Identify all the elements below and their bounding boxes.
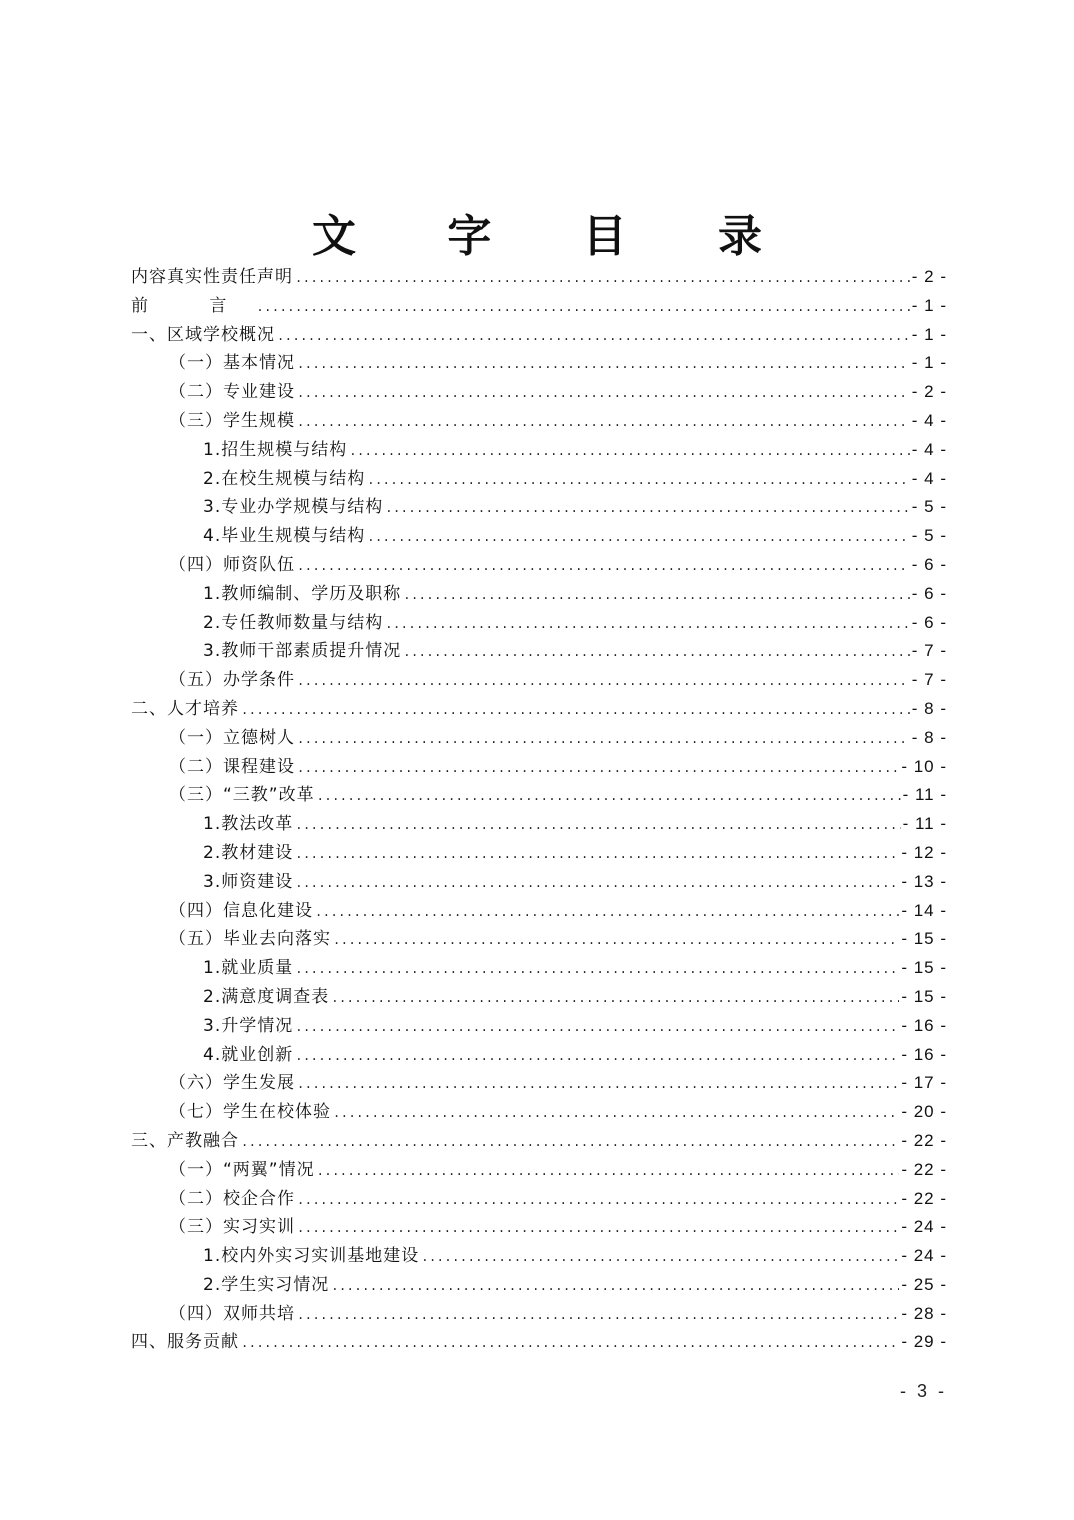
toc-entry-label: （七）学生在校体验 bbox=[169, 1102, 331, 1123]
toc-leader-dots bbox=[403, 581, 910, 610]
toc-entry-label: 三、产教融合 bbox=[131, 1130, 239, 1151]
toc-entry-page: - 15 - bbox=[901, 929, 947, 949]
toc-entry[interactable] bbox=[131, 983, 947, 1012]
toc-entry-label: （六）学生发展 bbox=[169, 1073, 295, 1094]
toc-leader-dots bbox=[297, 379, 910, 408]
toc-leader-dots bbox=[317, 1157, 900, 1186]
toc-leader-dots bbox=[385, 494, 910, 523]
toc-entry-page: - 6 - bbox=[911, 612, 947, 632]
toc-entry-label: （三）实习实训 bbox=[169, 1217, 295, 1238]
toc-entry[interactable] bbox=[131, 378, 947, 407]
toc-leader-dots bbox=[317, 782, 901, 811]
toc-entry[interactable] bbox=[131, 407, 947, 436]
toc-entry[interactable] bbox=[131, 781, 947, 810]
toc-entry[interactable] bbox=[131, 1012, 947, 1041]
toc-leader-dots bbox=[367, 523, 910, 552]
toc-entry[interactable] bbox=[131, 954, 947, 983]
toc-entry-page: - 10 - bbox=[901, 756, 947, 776]
toc-leader-dots bbox=[297, 754, 899, 783]
toc-entry-page: - 20 - bbox=[901, 1102, 947, 1122]
toc-entry-label: 4.毕业生规模与结构 bbox=[203, 526, 366, 547]
toc-entry-label: 1.招生规模与结构 bbox=[203, 439, 348, 460]
toc-entry[interactable] bbox=[131, 349, 947, 378]
toc-entry-page: - 25 - bbox=[901, 1274, 947, 1294]
toc-entry-label: （二）校企合作 bbox=[169, 1188, 295, 1209]
toc-entry[interactable] bbox=[131, 1127, 947, 1156]
toc-entry-page: - 2 - bbox=[911, 267, 947, 286]
toc-leader-dots bbox=[333, 1099, 899, 1128]
toc-entry-page: - 22 - bbox=[901, 1188, 947, 1208]
toc-leader-dots bbox=[297, 1301, 899, 1330]
toc-entry-page: - 28 - bbox=[901, 1303, 947, 1323]
toc-entry-label: 3.专业办学规模与结构 bbox=[203, 497, 384, 518]
toc-leader-dots bbox=[241, 696, 910, 725]
toc-entry[interactable] bbox=[131, 637, 947, 666]
toc-entry[interactable] bbox=[131, 810, 947, 839]
toc-entry[interactable] bbox=[131, 436, 947, 465]
table-of-contents bbox=[131, 263, 947, 1357]
toc-entry[interactable] bbox=[131, 551, 947, 580]
page-title: 文 字 目 录 bbox=[312, 211, 800, 263]
toc-entry-label: （四）师资队伍 bbox=[169, 554, 295, 575]
toc-entry-page: - 17 - bbox=[901, 1073, 947, 1093]
toc-entry-page: - 24 - bbox=[901, 1246, 947, 1266]
toc-leader-dots bbox=[403, 638, 910, 667]
toc-leader-dots bbox=[297, 350, 910, 379]
toc-entry[interactable] bbox=[131, 695, 947, 724]
toc-entry-label: 4.就业创新 bbox=[203, 1044, 294, 1065]
toc-entry-label: （一）立德树人 bbox=[169, 727, 295, 748]
toc-leader-dots bbox=[333, 926, 899, 955]
toc-entry-label: 1.教师编制、学历及职称 bbox=[203, 583, 402, 604]
toc-entry-label: （二）课程建设 bbox=[169, 756, 295, 777]
toc-entry[interactable] bbox=[131, 666, 947, 695]
toc-entry-page: - 29 - bbox=[901, 1332, 947, 1352]
toc-entry-page: - 1 - bbox=[911, 324, 947, 344]
toc-entry-label: 2.在校生规模与结构 bbox=[203, 468, 366, 489]
toc-entry-page: - 4 - bbox=[911, 468, 947, 488]
toc-entry-page: - 22 - bbox=[901, 1130, 947, 1150]
toc-entry-page: - 5 - bbox=[911, 497, 947, 517]
toc-entry-label: 1.教法改革 bbox=[203, 814, 294, 835]
toc-entry[interactable] bbox=[131, 868, 947, 897]
toc-entry[interactable] bbox=[131, 1041, 947, 1070]
toc-entry-page: - 7 - bbox=[911, 641, 947, 661]
toc-entry[interactable] bbox=[131, 925, 947, 954]
toc-leader-dots bbox=[421, 1243, 899, 1272]
toc-entry-label: 前 言 bbox=[131, 295, 255, 316]
toc-entry-label: 1.就业质量 bbox=[203, 958, 294, 979]
toc-entry-label: 四、服务贡献 bbox=[131, 1332, 239, 1353]
toc-entry-page: - 4 - bbox=[911, 410, 947, 430]
toc-entry-page: - 5 - bbox=[911, 526, 947, 546]
toc-entry[interactable] bbox=[131, 1213, 947, 1242]
toc-entry-label: （三）学生规模 bbox=[169, 410, 295, 431]
toc-entry-page: - 8 - bbox=[911, 698, 947, 718]
toc-entry[interactable] bbox=[131, 292, 947, 321]
toc-entry-label: （五）办学条件 bbox=[169, 670, 295, 691]
toc-entry-page: - 7 - bbox=[911, 670, 947, 690]
toc-entry-page: - 15 - bbox=[901, 958, 947, 978]
toc-entry[interactable] bbox=[131, 1271, 947, 1300]
toc-entry-page: - 8 - bbox=[911, 727, 947, 747]
toc-entry-label: （一）基本情况 bbox=[169, 353, 295, 374]
toc-entry[interactable] bbox=[131, 580, 947, 609]
toc-entry-page: - 2 - bbox=[911, 382, 947, 402]
toc-leader-dots bbox=[295, 955, 899, 984]
toc-leader-dots bbox=[277, 322, 910, 351]
toc-entry[interactable] bbox=[131, 609, 947, 638]
toc-entry-page: - 1 - bbox=[911, 353, 947, 373]
toc-entry-page: - 4 - bbox=[911, 439, 947, 459]
toc-entry-page: - 11 - bbox=[902, 814, 947, 834]
toc-leader-dots bbox=[297, 1186, 899, 1215]
toc-leader-dots bbox=[241, 1128, 899, 1157]
toc-leader-dots bbox=[297, 725, 910, 754]
toc-entry[interactable] bbox=[131, 1098, 947, 1127]
toc-entry-page: - 11 - bbox=[902, 785, 947, 805]
toc-entry-label: （一）“两翼”情况 bbox=[169, 1159, 315, 1180]
toc-leader-dots bbox=[331, 984, 899, 1013]
toc-entry-page: - 15 - bbox=[901, 986, 947, 1006]
page-number: - 3 - bbox=[899, 1381, 947, 1401]
toc-leader-dots bbox=[241, 1329, 899, 1358]
toc-leader-dots bbox=[295, 1042, 899, 1071]
toc-entry-label: 2.教材建设 bbox=[203, 842, 294, 863]
toc-entry-page: - 14 - bbox=[901, 900, 947, 920]
toc-entry[interactable] bbox=[131, 1069, 947, 1098]
toc-leader-dots bbox=[295, 869, 899, 898]
toc-entry[interactable] bbox=[131, 839, 947, 868]
toc-leader-dots bbox=[295, 811, 900, 840]
toc-entry[interactable] bbox=[131, 1185, 947, 1214]
toc-entry[interactable] bbox=[131, 465, 947, 494]
toc-leader-dots bbox=[297, 1214, 899, 1243]
toc-leader-dots bbox=[331, 1272, 899, 1301]
toc-leader-dots bbox=[315, 898, 899, 927]
toc-entry-page: - 12 - bbox=[901, 842, 947, 862]
toc-entry-label: 2.学生实习情况 bbox=[203, 1274, 330, 1295]
toc-leader-dots bbox=[256, 293, 909, 322]
toc-leader-dots bbox=[297, 1070, 899, 1099]
toc-leader-dots bbox=[295, 840, 899, 869]
toc-entry[interactable] bbox=[131, 522, 947, 551]
toc-leader-dots bbox=[297, 552, 910, 581]
toc-leader-dots bbox=[295, 264, 910, 293]
toc-entry-label: 2.专任教师数量与结构 bbox=[203, 612, 384, 633]
toc-entry-label: （四）双师共培 bbox=[169, 1303, 295, 1324]
toc-entry-label: 内容真实性责任声明 bbox=[131, 267, 293, 287]
toc-entry-page: - 6 - bbox=[911, 554, 947, 574]
toc-entry-label: （四）信息化建设 bbox=[169, 900, 313, 921]
toc-entry[interactable] bbox=[131, 493, 947, 522]
toc-entry[interactable] bbox=[131, 263, 947, 292]
toc-entry-page: - 13 - bbox=[901, 871, 947, 891]
toc-entry[interactable] bbox=[131, 1242, 947, 1271]
toc-entry[interactable] bbox=[131, 321, 947, 350]
toc-entry-label: （三）“三教”改革 bbox=[169, 785, 315, 806]
toc-entry-label: （二）专业建设 bbox=[169, 382, 295, 403]
toc-entry-page: - 6 - bbox=[911, 583, 947, 603]
toc-entry[interactable] bbox=[131, 1156, 947, 1185]
toc-entry[interactable] bbox=[131, 1328, 947, 1357]
toc-entry[interactable] bbox=[131, 897, 947, 926]
toc-entry-page: - 16 - bbox=[901, 1015, 947, 1035]
toc-entry-label: 2.满意度调查表 bbox=[203, 986, 330, 1007]
toc-entry-page: - 16 - bbox=[901, 1044, 947, 1064]
toc-entry-page: - 22 - bbox=[901, 1159, 947, 1179]
toc-entry[interactable] bbox=[131, 753, 947, 782]
toc-entry-page: - 24 - bbox=[901, 1217, 947, 1237]
toc-leader-dots bbox=[385, 610, 910, 639]
toc-leader-dots bbox=[367, 466, 910, 495]
toc-entry-label: （五）毕业去向落实 bbox=[169, 929, 331, 950]
toc-entry-page: - 1 - bbox=[911, 295, 947, 315]
toc-entry-label: 3.教师干部素质提升情况 bbox=[203, 641, 402, 662]
toc-entry-label: 3.师资建设 bbox=[203, 871, 294, 892]
toc-leader-dots bbox=[295, 1013, 899, 1042]
toc-leader-dots bbox=[297, 667, 910, 696]
toc-entry[interactable] bbox=[131, 1300, 947, 1329]
toc-entry-label: 3.升学情况 bbox=[203, 1015, 294, 1036]
toc-entry-label: 二、人才培养 bbox=[131, 698, 239, 719]
toc-entry-label: 1.校内外实习实训基地建设 bbox=[203, 1246, 420, 1267]
toc-leader-dots bbox=[349, 437, 910, 466]
toc-entry-label: 一、区域学校概况 bbox=[131, 324, 275, 345]
toc-entry[interactable] bbox=[131, 724, 947, 753]
toc-leader-dots bbox=[297, 408, 910, 437]
